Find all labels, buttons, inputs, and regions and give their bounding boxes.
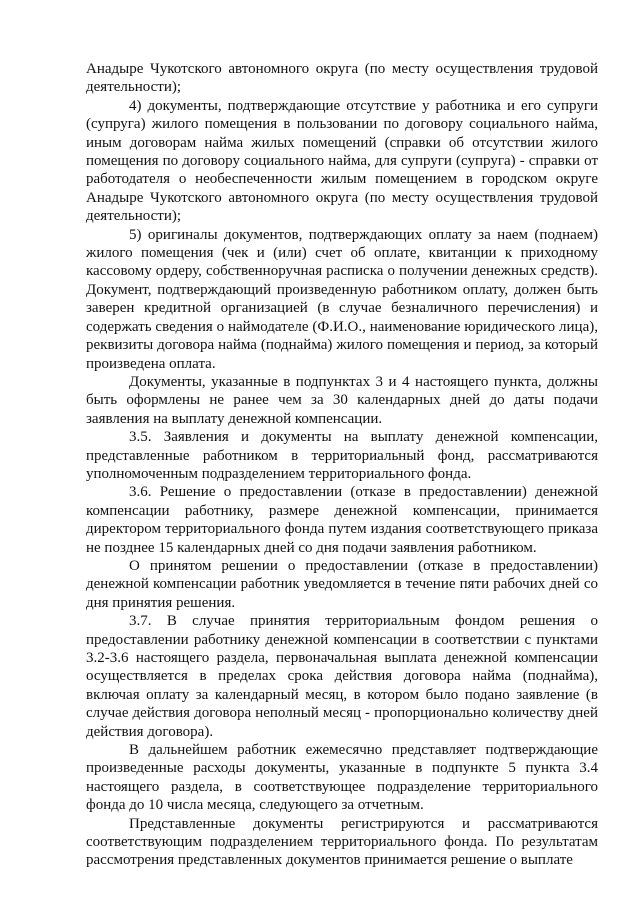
paragraph-item-4: 4) документы, подтверждающие отсутствие у работника и его супруги (супруга) жилого помещения в пользовании по договору социального найма, иным договорам найма жилых помещений (справки об отсутствии жилого помещения по договору социального найма, для супруги (супруга) - справки от работодателя о необеспеченности жилым помещением в городском округе Анадыре Чукотского автономного округа (по месту осуществления трудовой деятельности); — [86, 97, 598, 225]
paragraph-decision-notice: О принятом решении о предоставлении (отказе в предоставлении) денежной компенсации работник уведомляется в течение пяти рабочих дней со дня принятия решения. — [86, 557, 598, 611]
paragraph-continuation: Анадыре Чукотского автономного округа (по месту осуществления трудовой деятельности); — [86, 61, 598, 96]
document-page — [86, 60, 598, 870]
paragraph-3-6: 3.6. Решение о предоставлении (отказе в предоставлении) денежной компенсации работнику, размере денежной компенсации, принимается директором территориального фонда путем издания соответствующего приказа не позднее 15 календарных дней со дня подачи заявления работником. — [86, 484, 598, 556]
paragraph-3-7: 3.7. В случае принятия территориальным фондом решения о предоставлении работнику денежной компенсации в соответствии с пунктами 3.2-3.6 настоящего раздела, первоначальная выплата денежной компенсации осуществляется в пределах срока действия договора найма (поднайма), включая оплату за календарный месяц, в котором было подано заявление (в случае действия договора неполный месяц - пропорционально количеству дней действия договора). — [86, 613, 598, 740]
paragraph-monthly-documents: В дальнейшем работник ежемесячно представляет подтверждающие произведенные расходы документы, указанные в подпункте 5 пункта 3.4 настоящего раздела, в соответствующее подразделение территориального фонда до 10 числа месяца, следующего за отчетным. — [86, 742, 598, 814]
paragraph-item-5: 5) оригиналы документов, подтверждающих оплату за наем (поднаем) жилого помещения (чек и (или) счет об оплате, квитанции к приходному кассовому ордеру, собственноручная расписка о получении денежных средств). Документ, подтверждающий произведенную работником оплату, должен быть заверен кредитной организацией (в случае безналичного перечисления) и содержать сведения о наймодателе (Ф.И.О., наименование юридического лица), реквизиты договора найма (поднайма) жилого помещения и период, за который произведена оплата. — [86, 226, 598, 372]
paragraph-documents-validity: Документы, указанные в подпунктах 3 и 4 настоящего пункта, должны быть оформлены не ранее чем за 30 календарных дней до даты подачи заявления на выплату денежной компенсации. — [86, 373, 598, 427]
paragraph-registration: Представленные документы регистрируются и рассматриваются соответствующим подразделением территориального фонда. По результатам рассмотрения представленных документов принимается решение о выплате — [86, 815, 598, 869]
paragraph-3-5: 3.5. Заявления и документы на выплату денежной компенсации, представленные работником в территориальный фонд, рассматриваются уполномоченным подразделением территориального фонда. — [86, 429, 598, 482]
